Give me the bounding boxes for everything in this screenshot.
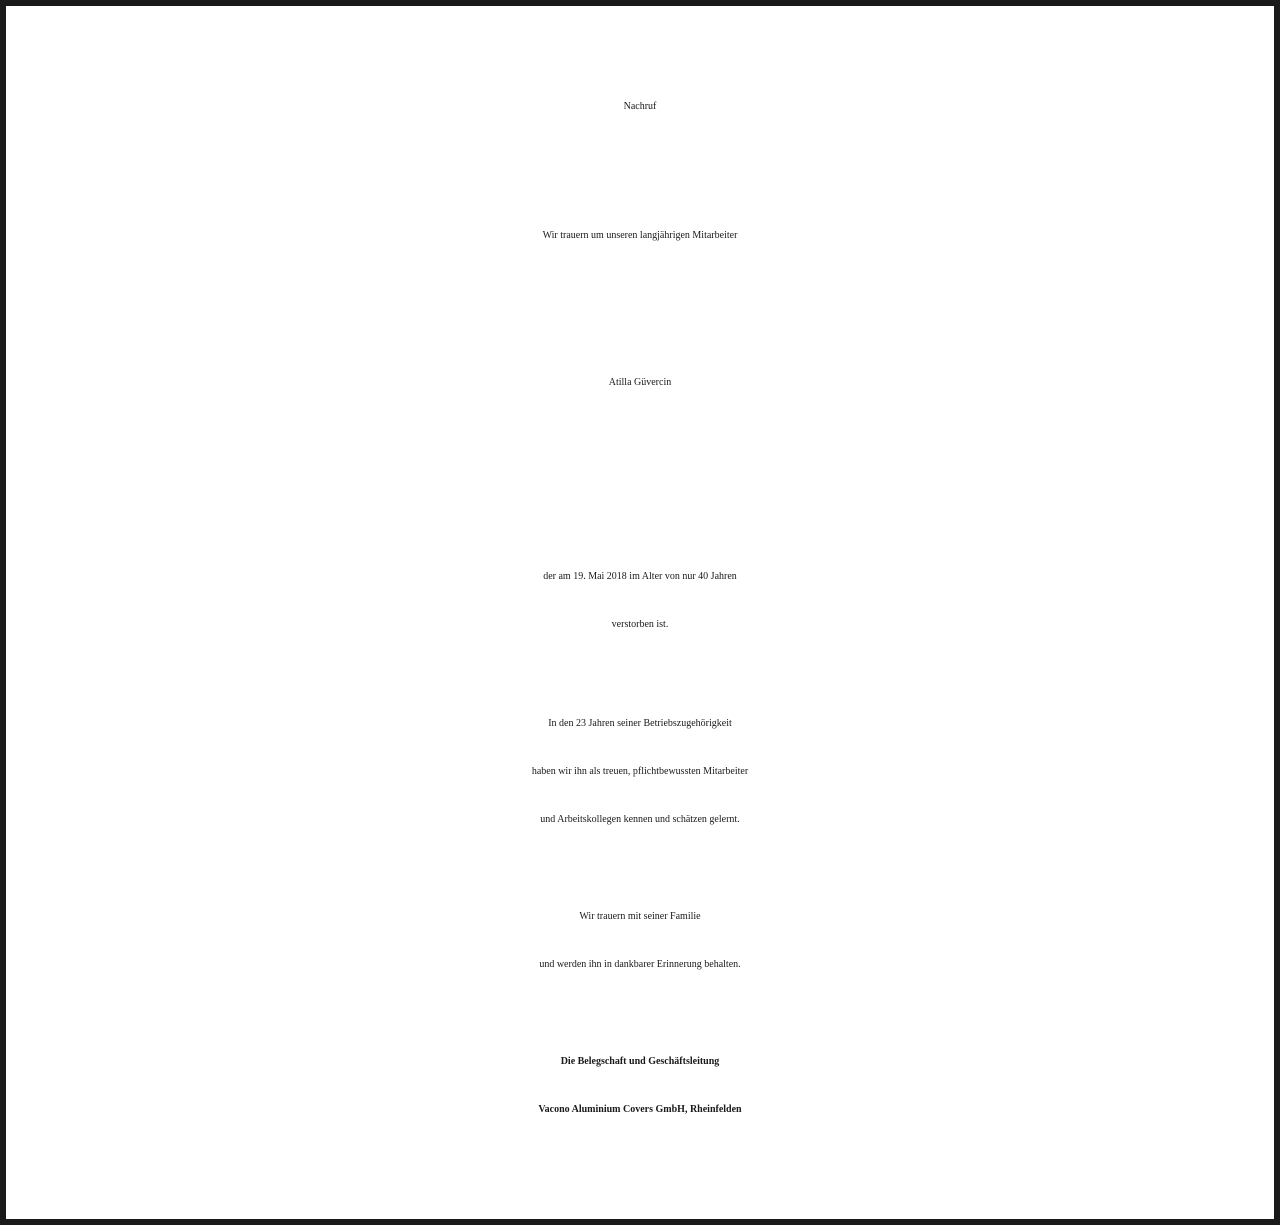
intro-text: Wir trauern um unseren langjährigen Mitarbeiter (542, 230, 738, 241)
notice-heading: Nachruf (623, 101, 657, 112)
death-line-2: verstorben ist. (611, 619, 669, 630)
tribute-line-2: haben wir ihn als treuen, pflichtbewussten Mitarbeiter (531, 766, 749, 777)
mourning-line-1: Wir trauern mit seiner Familie (579, 911, 701, 922)
deceased-name: Atilla Güvercin (608, 377, 672, 388)
death-line-1: der am 19. Mai 2018 im Alter von nur 40 Jahren (543, 571, 737, 582)
signature-line-2: Vacono Aluminium Covers GmbH, Rheinfelden (538, 1104, 742, 1115)
tribute-line-3: und Arbeitskollegen kennen und schätzen gelernt. (540, 814, 740, 825)
mourning-line-2: und werden ihn in dankbarer Erinnerung behalten. (539, 959, 741, 970)
tribute-line-1: In den 23 Jahren seiner Betriebszugehörigkeit (548, 718, 732, 729)
signature-line-1: Die Belegschaft und Geschäftsleitung (560, 1056, 720, 1067)
